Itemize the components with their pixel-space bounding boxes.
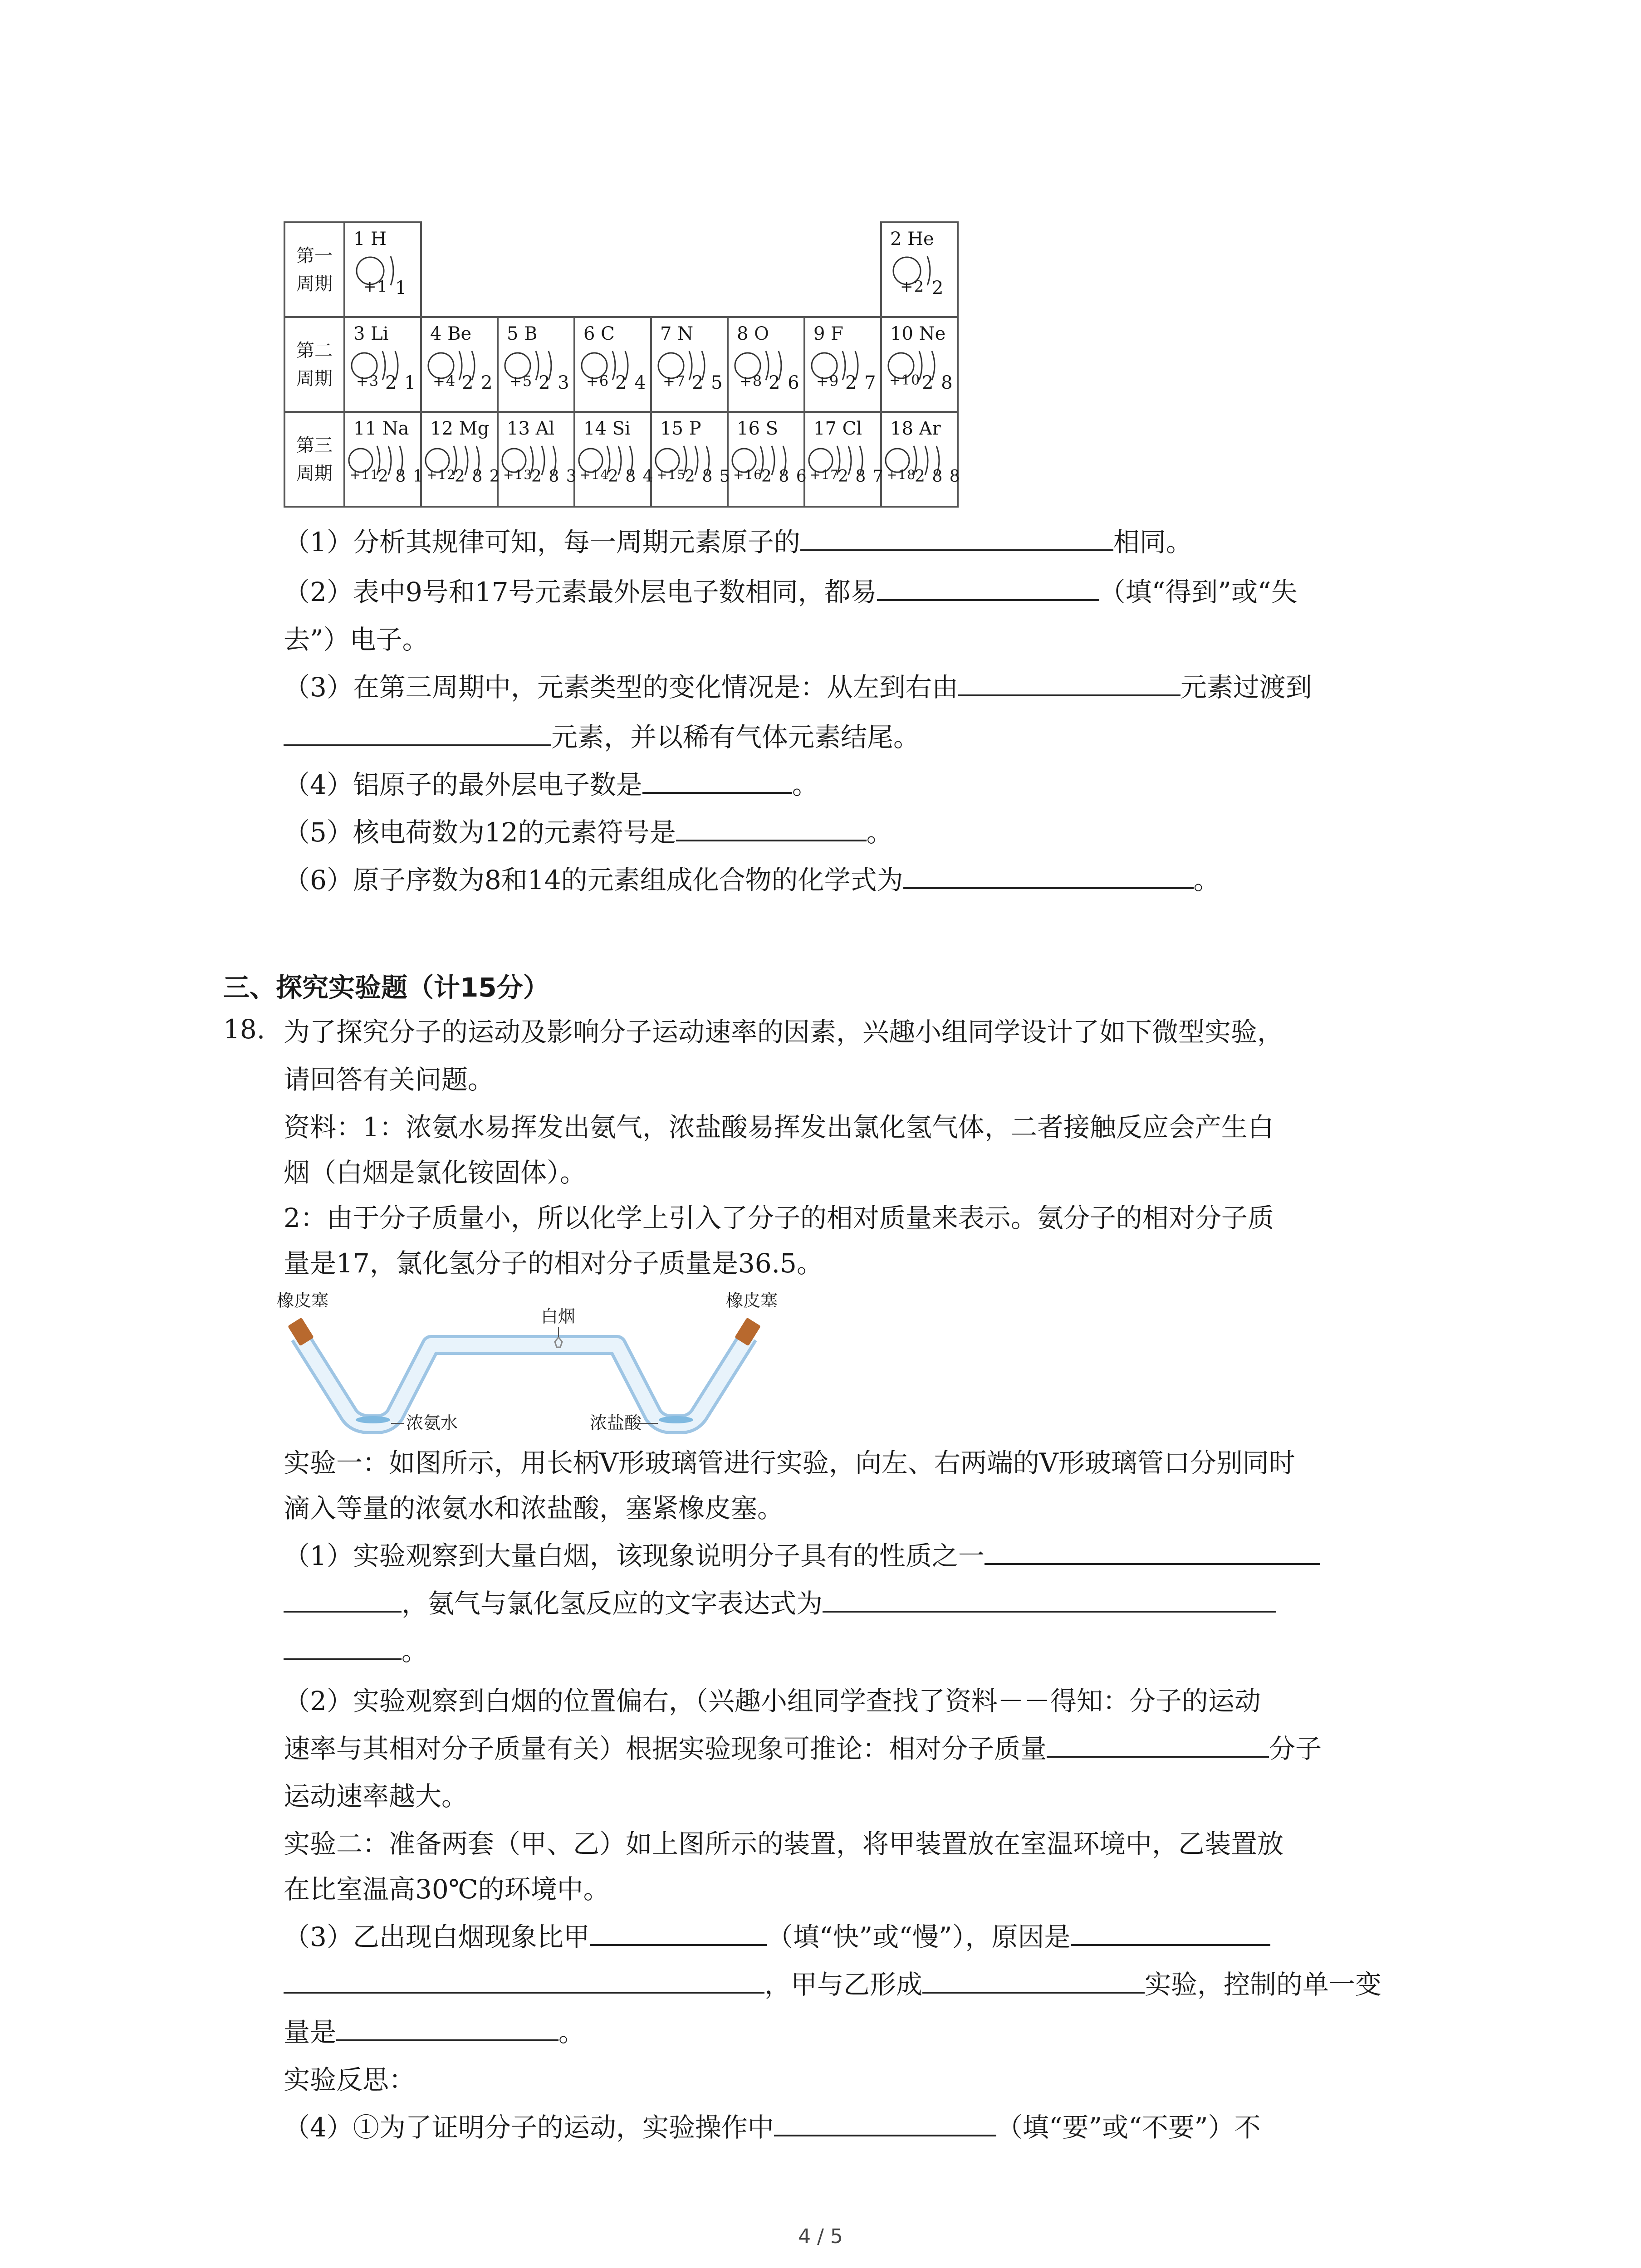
hcl-liquid	[659, 1416, 693, 1423]
element-cell: 17 Cl +17 2 8 7	[804, 412, 881, 507]
q18-sub3-cont: ，甲与乙形成 实验，控制的单一变	[284, 1966, 1381, 2003]
ammonia-liquid	[356, 1416, 390, 1423]
q18-info1: 资料：1：浓氨水易挥发出氨气，浓盐酸易挥发出氯化氢气体，二者接触反应会产生白	[284, 1112, 1274, 1143]
answer-blank[interactable]	[922, 1970, 1145, 1994]
page-number: 4 / 5	[798, 2225, 843, 2248]
q18-info1-cont: 烟（白烟是氯化铵固体）。	[284, 1157, 587, 1188]
v-tube-figure	[272, 1284, 798, 1440]
element-cell: 16 S +16 2 8 6	[728, 412, 804, 507]
element-cell: 10 Ne +10 2 8	[881, 317, 958, 412]
q17-part6: （6）原子序数为8和14的元素组成化合物的化学式为 。	[284, 865, 1220, 895]
q17-part2: （2）表中9号和17号元素最外层电子数相同，都易 （填“得到”或“失	[284, 577, 1298, 607]
q18-exp2-cont: 在比室温高30℃的环境中。	[284, 1874, 610, 1905]
q18-info2: 2：由于分子质量小，所以化学上引入了分子的相对质量来表示。氨分子的相对分子质	[284, 1202, 1274, 1233]
answer-blank[interactable]	[1047, 1734, 1269, 1758]
answer-blank[interactable]	[336, 2018, 558, 2041]
element-cell: 14 Si +14 2 8 4	[574, 412, 651, 507]
ammonia-label: 浓氨水	[406, 1413, 458, 1433]
hcl-label: 浓盐酸	[590, 1413, 642, 1433]
q18-sub4: （4）①为了证明分子的运动，实验操作中 （填“要”或“不要”）不	[284, 2112, 1261, 2143]
question-number: 18.	[223, 1014, 265, 1045]
q18-exp2: 实验二：准备两套（甲、乙）如上图所示的装置，将甲装置放在室温环境中，乙装置放	[284, 1828, 1284, 1859]
element-cell: 1 H +1 1	[344, 222, 421, 317]
q18-exp1-cont: 滴入等量的浓氨水和浓盐酸，塞紧橡皮塞。	[284, 1493, 784, 1524]
q18-sub1: （1）实验观察到大量白烟，该现象说明分子具有的性质之一	[284, 1538, 1320, 1574]
answer-blank[interactable]	[284, 1970, 764, 1994]
element-cell: 6 C +6 2 4	[574, 317, 651, 412]
element-cell: 9 F +9 2 7	[804, 317, 881, 412]
element-cell: 15 P +15 2 8 5	[651, 412, 728, 507]
q17-part1: （1）分析其规律可知，每一周期元素原子的 相同。	[284, 527, 1192, 557]
period-label-2: 第二 周期	[284, 317, 344, 412]
period-label-3: 第三 周期	[284, 412, 344, 507]
answer-blank[interactable]	[642, 770, 792, 794]
element-cell: 5 B +5 2 3	[498, 317, 574, 412]
element-cell: 7 N +7 2 5	[651, 317, 728, 412]
q18-intro-cont: 请回答有关问题。	[284, 1064, 495, 1095]
period-label-1: 第一 周期	[284, 222, 344, 317]
answer-blank[interactable]	[903, 865, 1194, 889]
element-cell: 13 Al +13 2 8 3	[498, 412, 574, 507]
element-cell: 12 Mg +12 2 8 2	[421, 412, 498, 507]
q17-part4: （4）铝原子的最外层电子数是 。	[284, 769, 818, 800]
stopper-label-right: 橡皮塞	[726, 1290, 778, 1310]
period-row-3	[284, 412, 958, 507]
q18-sub2: （2）实验观察到白烟的位置偏右，（兴趣小组同学查找了资料－－得知：分子的运动	[284, 1686, 1261, 1716]
period-row-1	[284, 222, 958, 317]
answer-blank[interactable]	[958, 673, 1181, 696]
element-cell: 4 Be +4 2 2	[421, 317, 498, 412]
q17-part3-cont: 元素，并以稀有气体元素结尾。	[284, 719, 920, 755]
element-cell: 11 Na +11 2 8 1	[344, 412, 421, 507]
answer-blank[interactable]	[877, 577, 1099, 601]
element-cell: 3 Li +3 2 1	[344, 317, 421, 412]
answer-blank[interactable]	[774, 2113, 996, 2136]
stopper-label-left: 橡皮塞	[277, 1290, 329, 1310]
q18-sub1-cont: ，氨气与氯化氢反应的文字表达式为	[284, 1585, 1276, 1622]
element-cell: 8 O +8 2 6	[728, 317, 804, 412]
v-tube-diagram	[272, 1284, 798, 1438]
element-cell: 18 Ar +18 2 8 8	[881, 412, 958, 507]
element-cell: 2 He +2 2	[881, 222, 958, 317]
q18-sub2-cont: 速率与其相对分子质量有关）根据实验现象可推论：相对分子质量 分子	[284, 1733, 1322, 1764]
answer-blank[interactable]	[284, 723, 551, 746]
q18-intro: 为了探究分子的运动及影响分子运动速率的因素，兴趣小组同学设计了如下微型实验，	[284, 1017, 1284, 1047]
answer-blank[interactable]	[800, 528, 1113, 551]
period-row-2	[284, 317, 958, 412]
q18-exp1: 实验一：如图所示，用长柄V形玻璃管进行实验，向左、右两端的V形玻璃管口分别同时	[284, 1447, 1295, 1478]
q18-sub3: （3）乙出现白烟现象比甲 （填“快”或“慢”），原因是	[284, 1919, 1270, 1955]
smoke-label: 白烟	[541, 1306, 576, 1326]
answer-blank[interactable]	[284, 1637, 402, 1660]
answer-blank[interactable]	[985, 1541, 1320, 1565]
periodic-table	[284, 221, 959, 508]
answer-blank[interactable]	[284, 1589, 402, 1613]
q18-info2-cont: 量是17，氯化氢分子的相对分子质量是36.5。	[284, 1248, 823, 1279]
q17-part5: （5）核电荷数为12的元素符号是 。	[284, 817, 893, 848]
section-heading: 三、探究实验题（计15分）	[223, 972, 549, 1003]
q18-sub2-end: 运动速率越大。	[284, 1781, 468, 1812]
q17-part2-cont: 去”）电子。	[284, 624, 429, 655]
q18-sub1-end: 。	[284, 1633, 428, 1669]
answer-blank[interactable]	[676, 818, 867, 841]
answer-blank[interactable]	[823, 1589, 1276, 1613]
q17-part3: （3）在第三周期中，元素类型的变化情况是：从左到右由 元素过渡到	[284, 672, 1312, 703]
q18-sub3-end: 量是 。	[284, 2017, 585, 2048]
answer-blank[interactable]	[1071, 1922, 1270, 1946]
q18-reflection: 实验反思：	[284, 2064, 416, 2095]
answer-blank[interactable]	[590, 1922, 767, 1946]
